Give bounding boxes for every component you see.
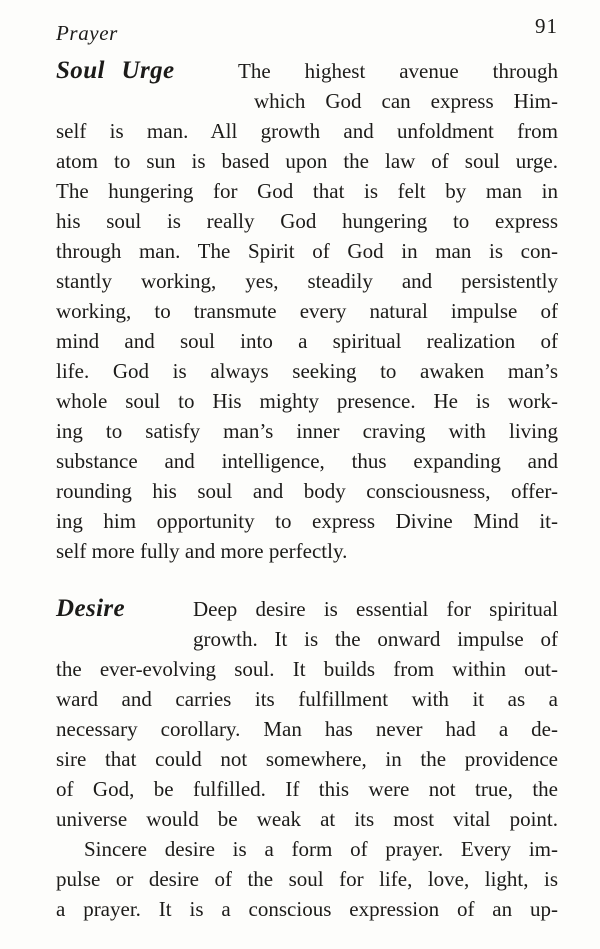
text-line: substance and intelligence, thus expanding and (56, 449, 558, 473)
running-header (56, 14, 558, 50)
text-line: life. God is always seeking to awaken man’s (56, 359, 558, 383)
text-line: the ever-evolving soul. It builds from within out- (56, 657, 558, 681)
section-soul-urge (56, 56, 558, 566)
text-line: necessary corollary. Man has never had a de- (56, 717, 558, 741)
text-line: Sincere desire is a form of prayer. Every im- (84, 837, 558, 861)
text-line: which God can express Him- (254, 89, 558, 113)
text-line: mind and soul into a spiritual realization of (56, 329, 558, 353)
text-line: pulse or desire of the soul for life, love, light, is (56, 867, 558, 891)
text-line: stantly working, yes, steadily and persistently (56, 269, 558, 293)
text-line: self is man. All growth and unfoldment from (56, 119, 558, 143)
text-line: self more fully and more perfectly. (56, 539, 348, 563)
section-desire (56, 594, 558, 924)
running-head-title: Prayer (56, 21, 118, 45)
text-line: The highest avenue through (238, 59, 558, 83)
text-line: rounding his soul and body consciousness, offer- (56, 479, 558, 503)
text-line: sire that could not somewhere, in the providence (56, 747, 558, 771)
text-line: his soul is really God hungering to express (56, 209, 558, 233)
text-line: whole soul to His mighty presence. He is work- (56, 389, 558, 413)
text-line: a prayer. It is a conscious expression of an up- (56, 897, 558, 921)
section-heading-desire: Desire (56, 595, 126, 622)
text-line: universe would be weak at its most vital point. (56, 807, 558, 831)
text-line: ing to satisfy man’s inner craving with living (56, 419, 558, 443)
page-number: 91 (535, 14, 558, 38)
text-line: of God, be fulfilled. If this were not true, the (56, 777, 558, 801)
text-line: working, to transmute every natural impulse of (56, 299, 558, 323)
text-line: through man. The Spirit of God in man is con- (56, 239, 558, 263)
section-heading-soul-urge: Soul Urge (56, 57, 175, 84)
text-line: atom to sun is based upon the law of soul urge. (56, 149, 558, 173)
text-line: ing him opportunity to express Divine Mind it- (56, 509, 558, 533)
text-line: The hungering for God that is felt by man in (56, 179, 558, 203)
text-line: growth. It is the onward impulse of (193, 627, 558, 651)
text-line: Deep desire is essential for spiritual (193, 597, 558, 621)
text-line: ward and carries its fulfillment with it as a (56, 687, 558, 711)
